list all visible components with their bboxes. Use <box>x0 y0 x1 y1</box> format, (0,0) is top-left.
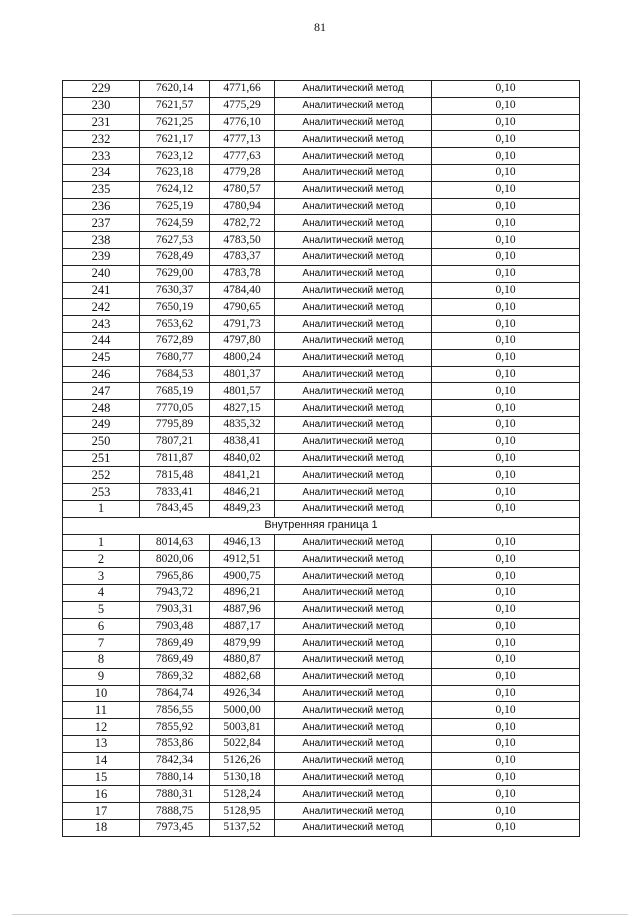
method-cell: Аналитический метод <box>275 349 432 366</box>
error-cell: 0,10 <box>432 534 580 551</box>
method-cell: Аналитический метод <box>275 568 432 585</box>
table-row <box>63 668 580 685</box>
method-cell: Аналитический метод <box>275 484 432 501</box>
point-number-cell: 4 <box>63 584 140 601</box>
point-number-cell: 235 <box>63 181 140 198</box>
error-cell: 0,10 <box>432 433 580 450</box>
coordinates-table <box>62 80 580 837</box>
point-number-cell: 241 <box>63 282 140 299</box>
y-coordinate-cell: 5128,24 <box>210 786 275 803</box>
method-cell: Аналитический метод <box>275 265 432 282</box>
point-number-cell: 5 <box>63 601 140 618</box>
y-coordinate-cell: 4841,21 <box>210 467 275 484</box>
error-cell: 0,10 <box>432 719 580 736</box>
error-cell: 0,10 <box>432 820 580 837</box>
method-cell: Аналитический метод <box>275 450 432 467</box>
method-cell: Аналитический метод <box>275 282 432 299</box>
method-cell: Аналитический метод <box>275 400 432 417</box>
error-cell: 0,10 <box>432 500 580 517</box>
table-row <box>63 652 580 669</box>
error-cell: 0,10 <box>432 685 580 702</box>
error-cell: 0,10 <box>432 366 580 383</box>
error-cell: 0,10 <box>432 148 580 165</box>
point-number-cell: 234 <box>63 164 140 181</box>
table-row <box>63 450 580 467</box>
error-cell: 0,10 <box>432 450 580 467</box>
method-cell: Аналитический метод <box>275 752 432 769</box>
y-coordinate-cell: 4838,41 <box>210 433 275 450</box>
x-coordinate-cell: 7869,32 <box>140 668 210 685</box>
method-cell: Аналитический метод <box>275 97 432 114</box>
method-cell: Аналитический метод <box>275 719 432 736</box>
table-row <box>63 366 580 383</box>
x-coordinate-cell: 7653,62 <box>140 316 210 333</box>
y-coordinate-cell: 4782,72 <box>210 215 275 232</box>
error-cell: 0,10 <box>432 383 580 400</box>
method-cell: Аналитический метод <box>275 652 432 669</box>
x-coordinate-cell: 7680,77 <box>140 349 210 366</box>
table-row <box>63 198 580 215</box>
error-cell: 0,10 <box>432 618 580 635</box>
point-number-cell: 15 <box>63 769 140 786</box>
y-coordinate-cell: 4780,57 <box>210 181 275 198</box>
method-cell: Аналитический метод <box>275 736 432 753</box>
table-row <box>63 752 580 769</box>
y-coordinate-cell: 4900,75 <box>210 568 275 585</box>
y-coordinate-cell: 4801,57 <box>210 383 275 400</box>
error-cell: 0,10 <box>432 349 580 366</box>
method-cell: Аналитический метод <box>275 584 432 601</box>
x-coordinate-cell: 7815,48 <box>140 467 210 484</box>
y-coordinate-cell: 4912,51 <box>210 551 275 568</box>
table-row <box>63 551 580 568</box>
table-row <box>63 131 580 148</box>
error-cell: 0,10 <box>432 635 580 652</box>
y-coordinate-cell: 4776,10 <box>210 114 275 131</box>
error-cell: 0,10 <box>432 752 580 769</box>
x-coordinate-cell: 8014,63 <box>140 534 210 551</box>
error-cell: 0,10 <box>432 769 580 786</box>
x-coordinate-cell: 7684,53 <box>140 366 210 383</box>
y-coordinate-cell: 5130,18 <box>210 769 275 786</box>
error-cell: 0,10 <box>432 484 580 501</box>
point-number-cell: 250 <box>63 433 140 450</box>
page-number: 81 <box>314 20 326 34</box>
table-row <box>63 248 580 265</box>
x-coordinate-cell: 7833,41 <box>140 484 210 501</box>
point-number-cell: 1 <box>63 534 140 551</box>
x-coordinate-cell: 7903,31 <box>140 601 210 618</box>
table-row <box>63 568 580 585</box>
point-number-cell: 232 <box>63 131 140 148</box>
table-row <box>63 265 580 282</box>
method-cell: Аналитический метод <box>275 685 432 702</box>
section-title: Внутренняя граница 1 <box>63 517 580 534</box>
method-cell: Аналитический метод <box>275 316 432 333</box>
table-row <box>63 702 580 719</box>
method-cell: Аналитический метод <box>275 416 432 433</box>
y-coordinate-cell: 4783,50 <box>210 232 275 249</box>
point-number-cell: 233 <box>63 148 140 165</box>
point-number-cell: 9 <box>63 668 140 685</box>
y-coordinate-cell: 4791,73 <box>210 316 275 333</box>
point-number-cell: 3 <box>63 568 140 585</box>
x-coordinate-cell: 7627,53 <box>140 232 210 249</box>
point-number-cell: 247 <box>63 383 140 400</box>
point-number-cell: 7 <box>63 635 140 652</box>
table-row <box>63 299 580 316</box>
method-cell: Аналитический метод <box>275 467 432 484</box>
point-number-cell: 244 <box>63 332 140 349</box>
method-cell: Аналитический метод <box>275 215 432 232</box>
x-coordinate-cell: 7624,12 <box>140 181 210 198</box>
x-coordinate-cell: 7880,14 <box>140 769 210 786</box>
error-cell: 0,10 <box>432 81 580 98</box>
table-row <box>63 148 580 165</box>
point-number-cell: 249 <box>63 416 140 433</box>
point-number-cell: 239 <box>63 248 140 265</box>
table-row <box>63 97 580 114</box>
x-coordinate-cell: 7853,86 <box>140 736 210 753</box>
y-coordinate-cell: 4849,23 <box>210 500 275 517</box>
y-coordinate-cell: 4879,99 <box>210 635 275 652</box>
error-cell: 0,10 <box>432 215 580 232</box>
y-coordinate-cell: 4840,02 <box>210 450 275 467</box>
point-number-cell: 1 <box>63 500 140 517</box>
point-number-cell: 229 <box>63 81 140 98</box>
point-number-cell: 8 <box>63 652 140 669</box>
method-cell: Аналитический метод <box>275 803 432 820</box>
x-coordinate-cell: 7630,37 <box>140 282 210 299</box>
x-coordinate-cell: 7869,49 <box>140 635 210 652</box>
method-cell: Аналитический метод <box>275 769 432 786</box>
x-coordinate-cell: 7672,89 <box>140 332 210 349</box>
method-cell: Аналитический метод <box>275 668 432 685</box>
y-coordinate-cell: 4896,21 <box>210 584 275 601</box>
x-coordinate-cell: 7880,31 <box>140 786 210 803</box>
table-row <box>63 114 580 131</box>
point-number-cell: 17 <box>63 803 140 820</box>
error-cell: 0,10 <box>432 97 580 114</box>
point-number-cell: 243 <box>63 316 140 333</box>
y-coordinate-cell: 4784,40 <box>210 282 275 299</box>
y-coordinate-cell: 5126,26 <box>210 752 275 769</box>
point-number-cell: 18 <box>63 820 140 837</box>
point-number-cell: 6 <box>63 618 140 635</box>
point-number-cell: 238 <box>63 232 140 249</box>
table-row <box>63 181 580 198</box>
method-cell: Аналитический метод <box>275 601 432 618</box>
error-cell: 0,10 <box>432 248 580 265</box>
error-cell: 0,10 <box>432 299 580 316</box>
point-number-cell: 242 <box>63 299 140 316</box>
x-coordinate-cell: 7869,49 <box>140 652 210 669</box>
x-coordinate-cell: 7650,19 <box>140 299 210 316</box>
point-number-cell: 252 <box>63 467 140 484</box>
error-cell: 0,10 <box>432 265 580 282</box>
point-number-cell: 10 <box>63 685 140 702</box>
table-body-before <box>63 81 580 518</box>
x-coordinate-cell: 7623,18 <box>140 164 210 181</box>
table-row <box>63 232 580 249</box>
y-coordinate-cell: 4882,68 <box>210 668 275 685</box>
point-number-cell: 251 <box>63 450 140 467</box>
y-coordinate-cell: 4887,17 <box>210 618 275 635</box>
x-coordinate-cell: 7855,92 <box>140 719 210 736</box>
error-cell: 0,10 <box>432 551 580 568</box>
method-cell: Аналитический метод <box>275 164 432 181</box>
table-row <box>63 534 580 551</box>
table-row <box>63 215 580 232</box>
y-coordinate-cell: 4780,94 <box>210 198 275 215</box>
method-cell: Аналитический метод <box>275 786 432 803</box>
error-cell: 0,10 <box>432 803 580 820</box>
y-coordinate-cell: 4777,13 <box>210 131 275 148</box>
x-coordinate-cell: 7620,14 <box>140 81 210 98</box>
error-cell: 0,10 <box>432 601 580 618</box>
method-cell: Аналитический метод <box>275 820 432 837</box>
x-coordinate-cell: 7621,17 <box>140 131 210 148</box>
error-cell: 0,10 <box>432 736 580 753</box>
table-row <box>63 400 580 417</box>
error-cell: 0,10 <box>432 584 580 601</box>
y-coordinate-cell: 4846,21 <box>210 484 275 501</box>
point-number-cell: 236 <box>63 198 140 215</box>
error-cell: 0,10 <box>432 416 580 433</box>
point-number-cell: 248 <box>63 400 140 417</box>
y-coordinate-cell: 4835,32 <box>210 416 275 433</box>
x-coordinate-cell: 7770,05 <box>140 400 210 417</box>
table-row <box>63 282 580 299</box>
x-coordinate-cell: 7628,49 <box>140 248 210 265</box>
error-cell: 0,10 <box>432 786 580 803</box>
table-row <box>63 164 580 181</box>
x-coordinate-cell: 8020,06 <box>140 551 210 568</box>
method-cell: Аналитический метод <box>275 635 432 652</box>
point-number-cell: 231 <box>63 114 140 131</box>
table-row <box>63 81 580 98</box>
x-coordinate-cell: 7685,19 <box>140 383 210 400</box>
table-row <box>63 332 580 349</box>
point-number-cell: 13 <box>63 736 140 753</box>
method-cell: Аналитический метод <box>275 702 432 719</box>
x-coordinate-cell: 7888,75 <box>140 803 210 820</box>
error-cell: 0,10 <box>432 131 580 148</box>
table-row <box>63 635 580 652</box>
method-cell: Аналитический метод <box>275 181 432 198</box>
x-coordinate-cell: 7856,55 <box>140 702 210 719</box>
x-coordinate-cell: 7973,45 <box>140 820 210 837</box>
y-coordinate-cell: 4827,15 <box>210 400 275 417</box>
method-cell: Аналитический метод <box>275 299 432 316</box>
table-row <box>63 467 580 484</box>
error-cell: 0,10 <box>432 232 580 249</box>
table-row <box>63 736 580 753</box>
y-coordinate-cell: 4771,66 <box>210 81 275 98</box>
table-body-after <box>63 534 580 836</box>
x-coordinate-cell: 7621,57 <box>140 97 210 114</box>
y-coordinate-cell: 4800,24 <box>210 349 275 366</box>
error-cell: 0,10 <box>432 568 580 585</box>
error-cell: 0,10 <box>432 316 580 333</box>
method-cell: Аналитический метод <box>275 534 432 551</box>
y-coordinate-cell: 4777,63 <box>210 148 275 165</box>
y-coordinate-cell: 4790,65 <box>210 299 275 316</box>
y-coordinate-cell: 5000,00 <box>210 702 275 719</box>
table-row <box>63 719 580 736</box>
table-row <box>63 383 580 400</box>
x-coordinate-cell: 7624,59 <box>140 215 210 232</box>
table-row <box>63 349 580 366</box>
method-cell: Аналитический метод <box>275 131 432 148</box>
y-coordinate-cell: 4801,37 <box>210 366 275 383</box>
point-number-cell: 12 <box>63 719 140 736</box>
error-cell: 0,10 <box>432 652 580 669</box>
table-row <box>63 803 580 820</box>
error-cell: 0,10 <box>432 702 580 719</box>
x-coordinate-cell: 7943,72 <box>140 584 210 601</box>
table-row <box>63 769 580 786</box>
method-cell: Аналитический метод <box>275 198 432 215</box>
scan-edge-line <box>12 914 628 915</box>
y-coordinate-cell: 4887,96 <box>210 601 275 618</box>
y-coordinate-cell: 4946,13 <box>210 534 275 551</box>
point-number-cell: 246 <box>63 366 140 383</box>
method-cell: Аналитический метод <box>275 148 432 165</box>
table-row <box>63 316 580 333</box>
section-row <box>63 517 580 534</box>
method-cell: Аналитический метод <box>275 366 432 383</box>
error-cell: 0,10 <box>432 282 580 299</box>
table-row <box>63 618 580 635</box>
table-row <box>63 601 580 618</box>
x-coordinate-cell: 7621,25 <box>140 114 210 131</box>
y-coordinate-cell: 4775,29 <box>210 97 275 114</box>
y-coordinate-cell: 4779,28 <box>210 164 275 181</box>
error-cell: 0,10 <box>432 198 580 215</box>
x-coordinate-cell: 7842,34 <box>140 752 210 769</box>
point-number-cell: 253 <box>63 484 140 501</box>
method-cell: Аналитический метод <box>275 433 432 450</box>
x-coordinate-cell: 7629,00 <box>140 265 210 282</box>
point-number-cell: 237 <box>63 215 140 232</box>
point-number-cell: 240 <box>63 265 140 282</box>
table-row <box>63 685 580 702</box>
point-number-cell: 16 <box>63 786 140 803</box>
error-cell: 0,10 <box>432 114 580 131</box>
y-coordinate-cell: 5128,95 <box>210 803 275 820</box>
y-coordinate-cell: 5137,52 <box>210 820 275 837</box>
point-number-cell: 230 <box>63 97 140 114</box>
x-coordinate-cell: 7903,48 <box>140 618 210 635</box>
x-coordinate-cell: 7965,86 <box>140 568 210 585</box>
method-cell: Аналитический метод <box>275 500 432 517</box>
table-row <box>63 584 580 601</box>
point-number-cell: 14 <box>63 752 140 769</box>
method-cell: Аналитический метод <box>275 551 432 568</box>
error-cell: 0,10 <box>432 400 580 417</box>
error-cell: 0,10 <box>432 181 580 198</box>
section-header-body <box>63 517 580 534</box>
x-coordinate-cell: 7811,87 <box>140 450 210 467</box>
y-coordinate-cell: 5022,84 <box>210 736 275 753</box>
x-coordinate-cell: 7864,74 <box>140 685 210 702</box>
method-cell: Аналитический метод <box>275 81 432 98</box>
point-number-cell: 245 <box>63 349 140 366</box>
y-coordinate-cell: 4783,37 <box>210 248 275 265</box>
error-cell: 0,10 <box>432 467 580 484</box>
point-number-cell: 11 <box>63 702 140 719</box>
x-coordinate-cell: 7843,45 <box>140 500 210 517</box>
error-cell: 0,10 <box>432 668 580 685</box>
method-cell: Аналитический метод <box>275 248 432 265</box>
table-row <box>63 416 580 433</box>
x-coordinate-cell: 7807,21 <box>140 433 210 450</box>
table-row <box>63 786 580 803</box>
method-cell: Аналитический метод <box>275 114 432 131</box>
point-number-cell: 2 <box>63 551 140 568</box>
table-row <box>63 484 580 501</box>
table-row <box>63 500 580 517</box>
table-row <box>63 820 580 837</box>
table-row <box>63 433 580 450</box>
y-coordinate-cell: 4797,80 <box>210 332 275 349</box>
method-cell: Аналитический метод <box>275 332 432 349</box>
error-cell: 0,10 <box>432 164 580 181</box>
y-coordinate-cell: 4783,78 <box>210 265 275 282</box>
error-cell: 0,10 <box>432 332 580 349</box>
method-cell: Аналитический метод <box>275 232 432 249</box>
x-coordinate-cell: 7623,12 <box>140 148 210 165</box>
x-coordinate-cell: 7625,19 <box>140 198 210 215</box>
y-coordinate-cell: 5003,81 <box>210 719 275 736</box>
y-coordinate-cell: 4926,34 <box>210 685 275 702</box>
method-cell: Аналитический метод <box>275 383 432 400</box>
x-coordinate-cell: 7795,89 <box>140 416 210 433</box>
method-cell: Аналитический метод <box>275 618 432 635</box>
y-coordinate-cell: 4880,87 <box>210 652 275 669</box>
